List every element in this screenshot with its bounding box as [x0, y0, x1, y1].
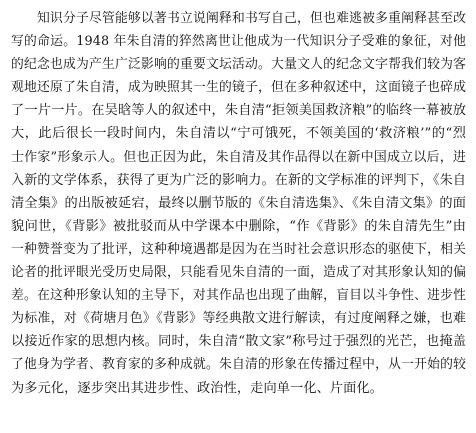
- text-line: 清全集》的出版被延宕，最终以删节版的《朱自清选集》、《朱自清文集》的面: [11, 195, 466, 211]
- text-line: 为多元化，逐步突出其进步性、政治性，走向单一化、片面化。: [11, 380, 384, 396]
- text-line: 为标准，对《荷塘月色》《背影》等经典散文进行解读，有过度阐释之嫌，也难: [11, 311, 466, 327]
- body-paragraph: [11, 7, 466, 400]
- text-line: 貌问世，《背影》被批驳而从中学课本中删除，“作《背影》的朱自清先生”由: [11, 218, 466, 234]
- text-line: 了一片一片。在吴晗等人的叙述中，朱自清“拒领美国救济粮”的临终一幕被放: [11, 103, 466, 119]
- text-line: 论者的批评眼光受历史局限，只能看见朱自清的一面，造成了对其形象认知的偏: [11, 265, 466, 281]
- text-line: 差。在这种形象认知的主导下，对其作品也出现了曲解，盲目以斗争性、进步性: [11, 288, 466, 304]
- text-line: 大，此后很长一段时间内，朱自清以“宁可饿死，不领美国的‘救济粮’”的“烈: [11, 126, 466, 142]
- text-line: 观地还原了朱自清，成为映照其一生的镜子，但在多种叙述中，这面镜子也碎成: [11, 80, 466, 96]
- text-line: 士作家”形象示人。但也正因为此，朱自清及其作品得以在新中国成立以后，进: [11, 149, 466, 165]
- text-line: 知识分子尽管能够以著书立说阐释和书写自己，但也难逃被多重阐释甚至改: [37, 11, 466, 26]
- text-line: 一种赞誉变为了批评，这种种境遇都是因为在当时社会意识形态的驱使下，相关: [11, 241, 466, 257]
- text-line: 了他身为学者、教育家的多种成就。朱自清的形象在传播过程中，从一开始的较: [11, 357, 466, 373]
- text-line: 入新的文学体系，获得了更为广泛的影响力。在新的文学标准的评判下，《朱自: [11, 172, 466, 188]
- text-line: 的纪念也成为产生广泛影响的重要文坛活动。大量文人的纪念文字帮我们较为客: [11, 57, 466, 73]
- text-line: 写的命运。1948 年朱自清的猝然离世让他成为一代知识分子受难的象征，对他: [11, 34, 466, 50]
- text-line: 以接近作家的思想内核。同时，朱自清“散文家”称号过于强烈的光芒，也掩盖: [11, 334, 466, 350]
